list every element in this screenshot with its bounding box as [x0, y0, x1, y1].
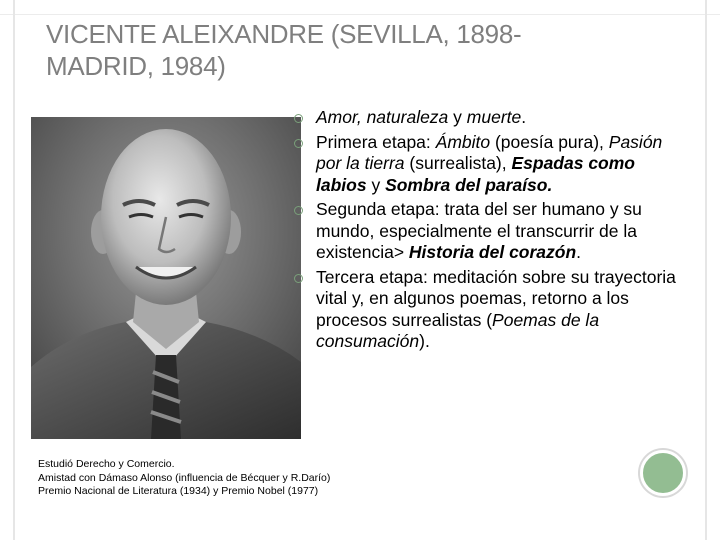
bullet-text-run: Poemas de la consumación: [316, 309, 600, 351]
bullet-text-run: y: [366, 174, 386, 195]
bullet-text-run: Ámbito: [435, 131, 491, 152]
frame-right-line: [705, 0, 707, 540]
bullet-text-run: (poesía pura),: [490, 131, 609, 152]
bullet-item: [294, 199, 684, 264]
green-circle-icon: [640, 450, 686, 496]
note-line: Amistad con Dámaso Alonso (influencia de Bécquer y R.Darío): [38, 471, 331, 484]
bullet-text-run: Sombra del paraíso.: [385, 174, 553, 195]
bullet-text-run: Amor, naturaleza: [316, 107, 449, 127]
bullet-text-run: Espadas como labios: [316, 153, 636, 195]
bullet-item: [294, 107, 684, 129]
slide-title: [46, 18, 646, 82]
bullet-text-run: y: [448, 107, 467, 127]
bullet-text-run: Pasión por la tierra: [316, 131, 663, 173]
bullet-text-run: ).: [419, 331, 430, 351]
ring-bullet-icon: [294, 206, 303, 215]
ring-bullet-icon: [294, 139, 303, 148]
bullet-item: [294, 132, 684, 197]
note-line: Premio Nacional de Literatura (1934) y Premio Nobel (1977): [38, 485, 319, 497]
bullet-text-run: Segunda etapa: trata del ser humano y su mundo, especialmente el transcurrir de la existencia>: [316, 199, 642, 262]
frame-top-line: [0, 14, 720, 15]
note-line: Estudió Derecho y Comercio.: [38, 458, 175, 470]
bullet-text-run: Tercera etapa: meditación sobre su trayectoria vital y, en algunos poemas, retorno a los procesos surrealistas (: [316, 266, 676, 330]
bullet-text-run: Primera etapa:: [316, 131, 436, 152]
bullet-text-run: (surrealista),: [404, 153, 512, 173]
ring-bullet-icon: [294, 274, 303, 283]
bullet-list: [294, 107, 684, 356]
bullet-text-run: muerte: [466, 107, 522, 127]
ring-bullet-icon: [294, 114, 303, 123]
bullet-text-run: Historia del corazón: [408, 242, 577, 262]
portrait-image: [31, 117, 301, 439]
author-portrait-photo: [31, 117, 301, 439]
slide-title-line-2: MADRID, 1984): [46, 51, 226, 81]
bullet-item: [294, 267, 684, 353]
frame-left-line: [13, 0, 15, 540]
biographical-notes: [38, 458, 458, 499]
slide-title-line-1: VICENTE ALEIXANDRE (SEVILLA, 1898-: [46, 19, 522, 49]
bullet-text-run: .: [521, 107, 527, 127]
bullet-text-run: .: [576, 242, 582, 262]
